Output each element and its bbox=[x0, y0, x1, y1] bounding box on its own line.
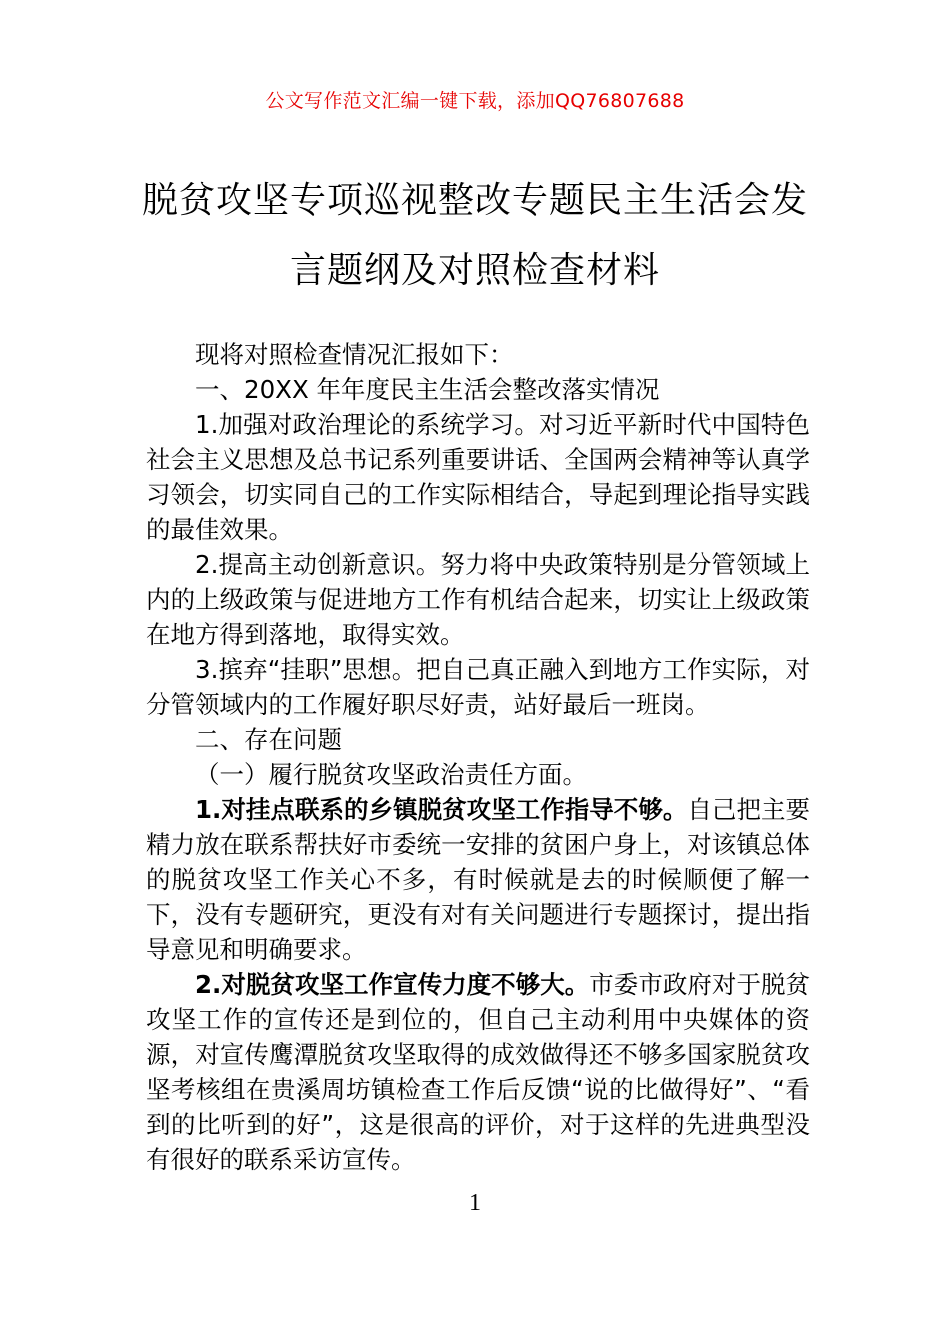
paragraph-text: 现将对照检查情况汇报如下： bbox=[195, 340, 514, 369]
paragraph-text: 一、20XX 年年度民主生活会整改落实情况 bbox=[195, 375, 660, 404]
paragraph-text: 2.提高主动创新意识。努力将中央政策特别是分管领域上内的上级政策与促进地方工作有机结合起来，切实让上级政策在地方得到落地，取得实效。 bbox=[146, 550, 810, 649]
paragraph bbox=[146, 967, 810, 1177]
paragraph-lead: 2.对脱贫攻坚工作宣传力度不够大。 bbox=[195, 970, 590, 999]
page-number: 1 bbox=[469, 1190, 481, 1216]
document-body bbox=[146, 337, 810, 1177]
paragraph bbox=[146, 337, 810, 372]
paragraph bbox=[146, 652, 810, 722]
section-heading bbox=[146, 722, 810, 757]
paragraph bbox=[146, 407, 810, 547]
document-title bbox=[90, 166, 860, 306]
paragraph-text: （一）履行脱贫攻坚政治责任方面。 bbox=[195, 760, 587, 789]
title-line-1: 脱贫攻坚专项巡视整改专题民主生活会发 bbox=[141, 180, 808, 221]
paragraph bbox=[146, 547, 810, 652]
paragraph-text: 3.摈弃“挂职”思想。把自己真正融入到地方工作实际，对分管领域内的工作履好职尽好责，站好最后一班岗。 bbox=[146, 655, 810, 719]
paragraph-lead: 1.对挂点联系的乡镇脱贫攻坚工作指导不够。 bbox=[195, 795, 688, 824]
subsection-heading bbox=[146, 757, 810, 792]
paragraph-text: 市委市政府对于脱贫攻坚工作的宣传还是到位的，但自己主动利用中央媒体的资源，对宣传鹰潭脱贫攻坚取得的成效做得还不够多国家脱贫攻坚考核组在贵溪周坊镇检查工作后反馈“说的比做得好”、“看到的比听到的好”，这是很高的评价，对于这样的先进典型没有很好的联系采访宣传。 bbox=[146, 970, 810, 1174]
paragraph-text: 1.加强对政治理论的系统学习。对习近平新时代中国特色社会主义思想及总书记系列重要讲话、全国两会精神等认真学习领会，切实同自己的工作实际相结合，导起到理论指导实践的最佳效果。 bbox=[146, 410, 810, 544]
paragraph-text: 自己把主要精力放在联系帮扶好市委统一安排的贫困户身上，对该镇总体的脱贫攻坚工作关心不多，有时候就是去的时候顺便了解一下，没有专题研究，更没有对有关问题进行专题探讨，提出指导意见和明确要求。 bbox=[146, 795, 810, 964]
paragraph-text: 二、存在问题 bbox=[195, 725, 342, 754]
download-banner: 公文写作范文汇编一键下载，添加QQ76807688 bbox=[265, 90, 685, 112]
paragraph bbox=[146, 792, 810, 967]
title-line-2: 言题纲及对照检查材料 bbox=[289, 250, 660, 291]
section-heading bbox=[146, 372, 810, 407]
